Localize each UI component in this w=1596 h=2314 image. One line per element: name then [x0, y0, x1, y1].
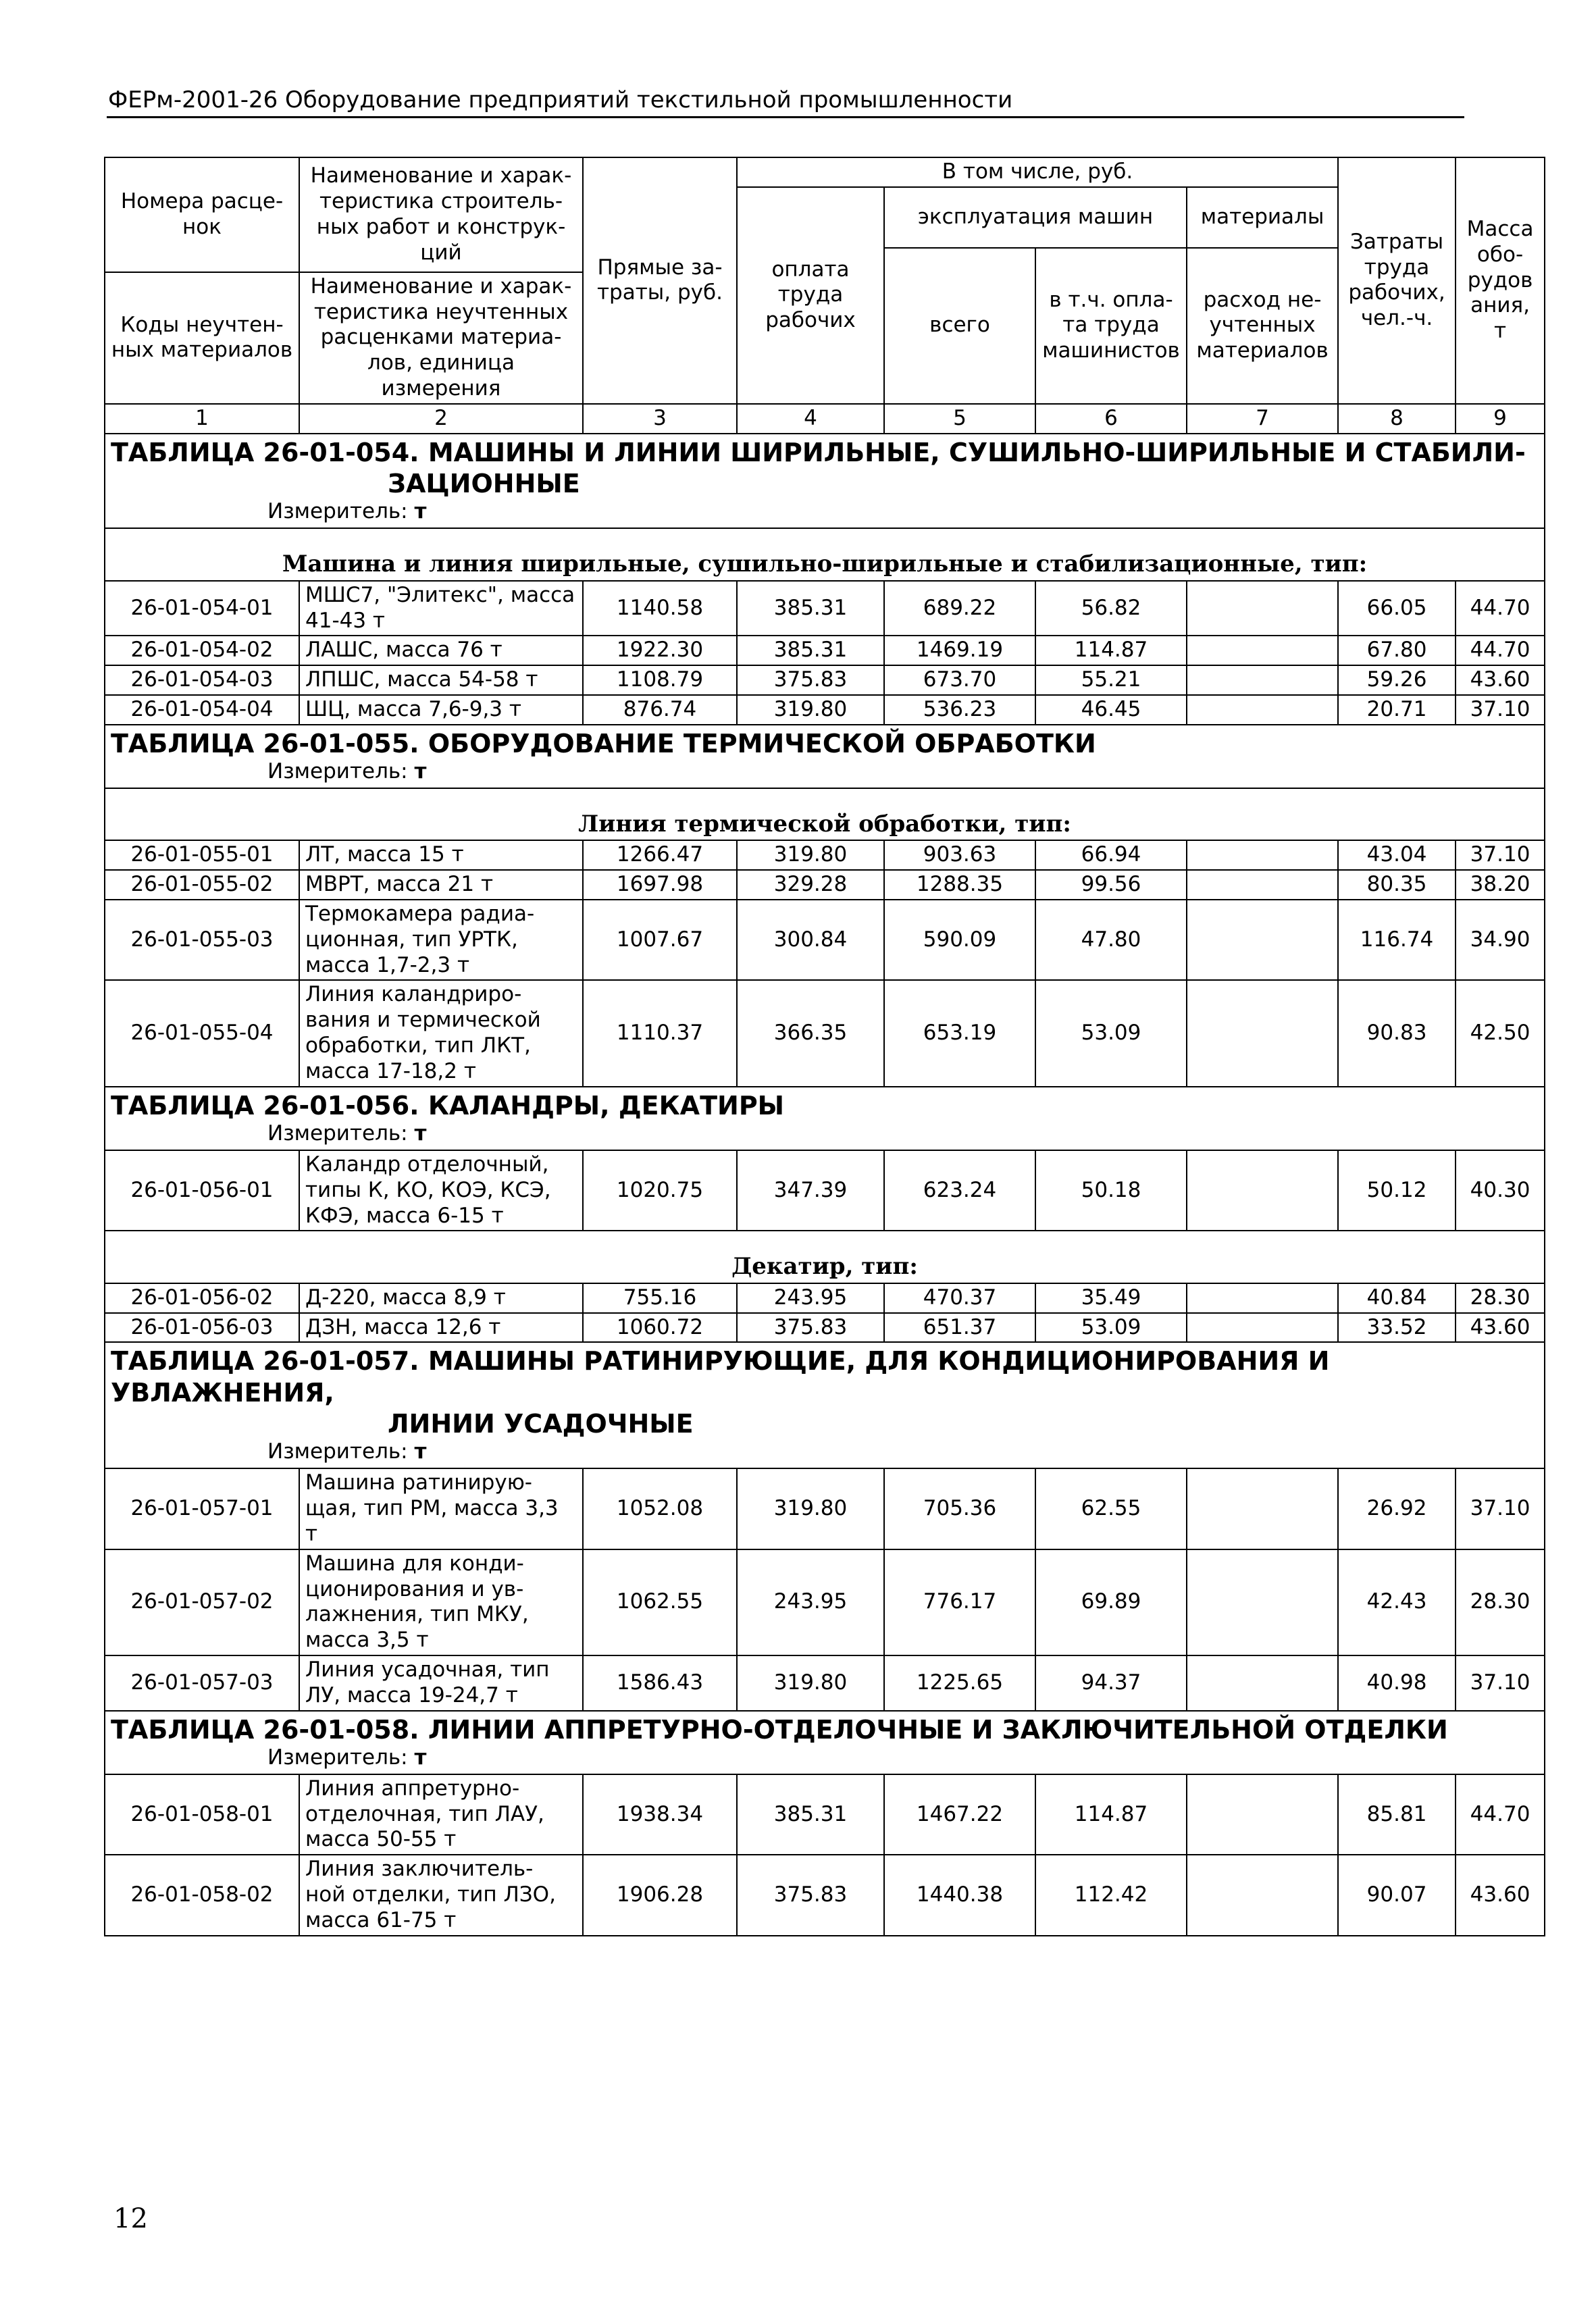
- machinist-labor: 55.21: [1035, 665, 1187, 695]
- machine-op-header: эксплуатация машин: [884, 187, 1187, 248]
- labor-pay: 385.31: [737, 1774, 884, 1855]
- work-name: Д-220, масса 8,9 т: [299, 1283, 583, 1313]
- table-row: [105, 1655, 1545, 1711]
- col2-top-header: Наименование и харак- теристика строитель- ных работ и конструк- ций: [299, 157, 583, 272]
- table-title: [105, 1342, 1545, 1439]
- labor-pay: 243.95: [737, 1283, 884, 1313]
- table-title: [105, 1087, 1545, 1121]
- direct-costs: 1108.79: [583, 665, 737, 695]
- machinist-labor: 53.09: [1035, 980, 1187, 1086]
- work-name: ШЦ, масса 7,6-9,3 т: [299, 695, 583, 725]
- table-title: [105, 1711, 1545, 1745]
- table-row: [105, 1283, 1545, 1313]
- materials-cost: [1187, 636, 1338, 665]
- labor-hours: 59.26: [1338, 665, 1456, 695]
- col1-bottom-header: Коды неучтен- ных материалов: [105, 272, 299, 404]
- machinist-labor: 66.94: [1035, 840, 1187, 870]
- measure-label: Измеритель:: [267, 759, 408, 784]
- equipment-mass: 44.70: [1456, 1774, 1545, 1855]
- equipment-mass: 37.10: [1456, 1468, 1545, 1549]
- direct-costs: 755.16: [583, 1283, 737, 1313]
- work-name: Линия каландриро- вания и термической обработки, тип ЛКТ, масса 17-18,2 т: [299, 980, 583, 1086]
- table-row: [105, 870, 1545, 900]
- work-name: Термокамера радиа- ционная, тип УРТК, масса 1,7-2,3 т: [299, 900, 583, 980]
- rate-code: 26-01-057-01: [105, 1468, 299, 1549]
- machinist-labor: 114.87: [1035, 1774, 1187, 1855]
- col1-top-header: Номера расце- нок: [105, 157, 299, 272]
- equipment-mass: 44.70: [1456, 581, 1545, 636]
- labor-hours: 90.83: [1338, 980, 1456, 1086]
- col9-header: Масса обо- рудов ания, т: [1456, 157, 1545, 404]
- measure-line: [105, 499, 1545, 528]
- materials-cost: [1187, 1655, 1338, 1711]
- machine-operation: 623.24: [884, 1150, 1035, 1231]
- labor-pay: 385.31: [737, 636, 884, 665]
- materials-cost: [1187, 870, 1338, 900]
- machine-operation: 673.70: [884, 665, 1035, 695]
- col-index-4: 4: [737, 404, 884, 434]
- group-spacer: [105, 528, 1545, 549]
- labor-pay: 319.80: [737, 1468, 884, 1549]
- materials-cost: [1187, 1150, 1338, 1231]
- labor-hours: 90.07: [1338, 1855, 1456, 1935]
- equipment-mass: 43.60: [1456, 1855, 1545, 1935]
- col2-bottom-header: Наименование и харак- теристика неучтенных расценками материа- лов, единица измерения: [299, 272, 583, 404]
- col6-header: в т.ч. опла- та труда машинистов: [1035, 248, 1187, 404]
- labor-hours: 42.43: [1338, 1549, 1456, 1655]
- rate-code: 26-01-054-03: [105, 665, 299, 695]
- rate-code: 26-01-054-04: [105, 695, 299, 725]
- labor-pay: 319.80: [737, 695, 884, 725]
- direct-costs: 1938.34: [583, 1774, 737, 1855]
- work-name: ДЗН, масса 12,6 т: [299, 1313, 583, 1343]
- equipment-mass: 42.50: [1456, 980, 1545, 1086]
- machinist-labor: 56.82: [1035, 581, 1187, 636]
- labor-pay: 366.35: [737, 980, 884, 1086]
- labor-pay: 300.84: [737, 900, 884, 980]
- materials-cost: [1187, 695, 1338, 725]
- incl-rub-header: В том числе, руб.: [737, 157, 1338, 187]
- table-row: [105, 581, 1545, 636]
- machine-operation: 1469.19: [884, 636, 1035, 665]
- rate-code: 26-01-055-03: [105, 900, 299, 980]
- machine-operation: 689.22: [884, 581, 1035, 636]
- labor-hours: 33.52: [1338, 1313, 1456, 1343]
- equipment-mass: 37.10: [1456, 840, 1545, 870]
- table-title: [105, 725, 1545, 759]
- table-row: [105, 980, 1545, 1086]
- group-spacer: [105, 788, 1545, 809]
- materials-cost: [1187, 1468, 1338, 1549]
- machine-operation: 903.63: [884, 840, 1035, 870]
- rate-code: 26-01-054-01: [105, 581, 299, 636]
- measure-line: [105, 1121, 1545, 1150]
- table-row: [105, 900, 1545, 980]
- direct-costs: 1266.47: [583, 840, 737, 870]
- rate-code: 26-01-057-03: [105, 1655, 299, 1711]
- labor-pay: 375.83: [737, 1313, 884, 1343]
- rate-code: 26-01-055-04: [105, 980, 299, 1086]
- machinist-labor: 47.80: [1035, 900, 1187, 980]
- rate-code: 26-01-054-02: [105, 636, 299, 665]
- equipment-mass: 43.60: [1456, 665, 1545, 695]
- work-name: Машина для конди- ционирования и ув- лажнения, тип МКУ, масса 3,5 т: [299, 1549, 583, 1655]
- rate-code: 26-01-055-02: [105, 870, 299, 900]
- table-title-continuation: ЗАЦИОННЫЕ: [388, 469, 580, 499]
- labor-hours: 40.84: [1338, 1283, 1456, 1313]
- table-title: [105, 434, 1545, 500]
- group-heading: Декатир, тип:: [105, 1252, 1545, 1283]
- group-spacer: [105, 1231, 1545, 1252]
- header-rule: [107, 116, 1464, 118]
- machinist-labor: 94.37: [1035, 1655, 1187, 1711]
- materials-cost: [1187, 581, 1338, 636]
- materials-cost: [1187, 1313, 1338, 1343]
- labor-hours: 20.71: [1338, 695, 1456, 725]
- work-name: Каландр отделочный, типы К, КО, КОЭ, КСЭ, КФЭ, масса 6-15 т: [299, 1150, 583, 1231]
- direct-costs: 1697.98: [583, 870, 737, 900]
- work-name: Линия аппретурно- отделочная, тип ЛАУ, масса 50-55 т: [299, 1774, 583, 1855]
- machinist-labor: 114.87: [1035, 636, 1187, 665]
- direct-costs: 1922.30: [583, 636, 737, 665]
- rate-code: 26-01-055-01: [105, 840, 299, 870]
- rate-code: 26-01-056-01: [105, 1150, 299, 1231]
- materials-header: материалы: [1187, 187, 1338, 248]
- rate-code: 26-01-058-01: [105, 1774, 299, 1855]
- col-index-6: 6: [1035, 404, 1187, 434]
- page-number: 12: [113, 2203, 148, 2234]
- work-name: ЛТ, масса 15 т: [299, 840, 583, 870]
- work-name: ЛПШС, масса 54-58 т: [299, 665, 583, 695]
- direct-costs: 1060.72: [583, 1313, 737, 1343]
- rate-code: 26-01-057-02: [105, 1549, 299, 1655]
- rates-table: [104, 157, 1545, 1936]
- measure-line: [105, 759, 1545, 788]
- table-row: [105, 636, 1545, 665]
- direct-costs: 1586.43: [583, 1655, 737, 1711]
- equipment-mass: 38.20: [1456, 870, 1545, 900]
- measure-line: [105, 1439, 1545, 1468]
- labor-hours: 50.12: [1338, 1150, 1456, 1231]
- table-title-continuation: ЛИНИИ УСАДОЧНЫЕ: [388, 1409, 694, 1439]
- table-row: [105, 1468, 1545, 1549]
- table-row: [105, 840, 1545, 870]
- table-row: [105, 695, 1545, 725]
- labor-hours: 80.35: [1338, 870, 1456, 900]
- materials-cost: [1187, 900, 1338, 980]
- materials-cost: [1187, 1549, 1338, 1655]
- labor-pay: 375.83: [737, 1855, 884, 1935]
- machine-operation: 536.23: [884, 695, 1035, 725]
- labor-hours: 66.05: [1338, 581, 1456, 636]
- col-index-2: 2: [299, 404, 583, 434]
- measure-line: [105, 1745, 1545, 1774]
- table-title-text: ТАБЛИЦА 26-01-057. МАШИНЫ РАТИНИРУЮЩИЕ, ДЛЯ КОНДИЦИОНИРОВАНИЯ И УВЛАЖНЕНИЯ,: [111, 1346, 1330, 1408]
- direct-costs: 1007.67: [583, 900, 737, 980]
- machine-operation: 590.09: [884, 900, 1035, 980]
- direct-costs: 876.74: [583, 695, 737, 725]
- measure-unit: т: [414, 759, 427, 784]
- machinist-labor: 62.55: [1035, 1468, 1187, 1549]
- work-name: Линия заключитель- ной отделки, тип ЛЗО, масса 61-75 т: [299, 1855, 583, 1935]
- col8-header: Затраты труда рабочих, чел.-ч.: [1338, 157, 1456, 404]
- measure-unit: т: [414, 499, 427, 524]
- labor-pay: 243.95: [737, 1549, 884, 1655]
- machine-operation: 1467.22: [884, 1774, 1035, 1855]
- labor-pay: 319.80: [737, 1655, 884, 1711]
- machine-operation: 653.19: [884, 980, 1035, 1086]
- machinist-labor: 35.49: [1035, 1283, 1187, 1313]
- direct-costs: 1140.58: [583, 581, 737, 636]
- materials-cost: [1187, 1774, 1338, 1855]
- col-index-9: 9: [1456, 404, 1545, 434]
- table-row: [105, 665, 1545, 695]
- direct-costs: 1110.37: [583, 980, 737, 1086]
- direct-costs: 1020.75: [583, 1150, 737, 1231]
- equipment-mass: 37.10: [1456, 695, 1545, 725]
- equipment-mass: 34.90: [1456, 900, 1545, 980]
- labor-hours: 40.98: [1338, 1655, 1456, 1711]
- machinist-labor: 99.56: [1035, 870, 1187, 900]
- machinist-labor: 46.45: [1035, 695, 1187, 725]
- labor-hours: 85.81: [1338, 1774, 1456, 1855]
- equipment-mass: 37.10: [1456, 1655, 1545, 1711]
- labor-hours: 43.04: [1338, 840, 1456, 870]
- machinist-labor: 50.18: [1035, 1150, 1187, 1231]
- machine-operation: 776.17: [884, 1549, 1035, 1655]
- rate-code: 26-01-056-03: [105, 1313, 299, 1343]
- measure-label: Измеритель:: [267, 1121, 408, 1146]
- work-name: Линия усадочная, тип ЛУ, масса 19-24,7 т: [299, 1655, 583, 1711]
- work-name: Машина ратинирую- щая, тип РМ, масса 3,3 т: [299, 1468, 583, 1549]
- rate-code: 26-01-058-02: [105, 1855, 299, 1935]
- table-row: [105, 1313, 1545, 1343]
- work-name: МШС7, "Элитекс", масса 41-43 т: [299, 581, 583, 636]
- equipment-mass: 43.60: [1456, 1313, 1545, 1343]
- equipment-mass: 28.30: [1456, 1549, 1545, 1655]
- direct-costs: 1906.28: [583, 1855, 737, 1935]
- table-row: [105, 1549, 1545, 1655]
- direct-costs: 1052.08: [583, 1468, 737, 1549]
- table-row: [105, 1774, 1545, 1855]
- group-heading: Линия термической обработки, тип:: [105, 809, 1545, 840]
- table-title-text: ТАБЛИЦА 26-01-055. ОБОРУДОВАНИЕ ТЕРМИЧЕСКОЙ ОБРАБОТКИ: [111, 728, 1096, 759]
- materials-cost: [1187, 840, 1338, 870]
- col3-header: Прямые за- траты, руб.: [583, 157, 737, 404]
- labor-pay: 319.80: [737, 840, 884, 870]
- equipment-mass: 44.70: [1456, 636, 1545, 665]
- table-title-text: ТАБЛИЦА 26-01-056. КАЛАНДРЫ, ДЕКАТИРЫ: [111, 1090, 785, 1121]
- materials-cost: [1187, 980, 1338, 1086]
- labor-hours: 67.80: [1338, 636, 1456, 665]
- col-index-7: 7: [1187, 404, 1338, 434]
- labor-pay: 385.31: [737, 581, 884, 636]
- materials-cost: [1187, 1855, 1338, 1935]
- machine-operation: 651.37: [884, 1313, 1035, 1343]
- labor-pay: 375.83: [737, 665, 884, 695]
- col4-header: оплата труда рабочих: [737, 187, 884, 404]
- measure-unit: т: [414, 1121, 427, 1146]
- materials-cost: [1187, 665, 1338, 695]
- machine-operation: 1440.38: [884, 1855, 1035, 1935]
- col-index-5: 5: [884, 404, 1035, 434]
- machinist-labor: 112.42: [1035, 1855, 1187, 1935]
- machinist-labor: 69.89: [1035, 1549, 1187, 1655]
- col5-header: всего: [884, 248, 1035, 404]
- measure-label: Измеритель:: [267, 1439, 408, 1464]
- machine-operation: 1288.35: [884, 870, 1035, 900]
- machinist-labor: 53.09: [1035, 1313, 1187, 1343]
- col7-header: расход не- учтенных материалов: [1187, 248, 1338, 404]
- labor-pay: 329.28: [737, 870, 884, 900]
- equipment-mass: 40.30: [1456, 1150, 1545, 1231]
- col-index-8: 8: [1338, 404, 1456, 434]
- running-header: ФЕРм-2001-26 Оборудование предприятий текстильной промышленности: [108, 86, 1013, 113]
- direct-costs: 1062.55: [583, 1549, 737, 1655]
- materials-cost: [1187, 1283, 1338, 1313]
- machine-operation: 470.37: [884, 1283, 1035, 1313]
- col-index-1: 1: [105, 404, 299, 434]
- table-row: [105, 1855, 1545, 1935]
- work-name: МВРТ, масса 21 т: [299, 870, 583, 900]
- labor-hours: 26.92: [1338, 1468, 1456, 1549]
- equipment-mass: 28.30: [1456, 1283, 1545, 1313]
- measure-label: Измеритель:: [267, 499, 408, 524]
- rate-code: 26-01-056-02: [105, 1283, 299, 1313]
- measure-label: Измеритель:: [267, 1745, 408, 1770]
- labor-pay: 347.39: [737, 1150, 884, 1231]
- machine-operation: 705.36: [884, 1468, 1035, 1549]
- measure-unit: т: [414, 1439, 427, 1464]
- work-name: ЛАШС, масса 76 т: [299, 636, 583, 665]
- col-index-3: 3: [583, 404, 737, 434]
- table-title-text: ТАБЛИЦА 26-01-058. ЛИНИИ АППРЕТУРНО-ОТДЕЛОЧНЫЕ И ЗАКЛЮЧИТЕЛЬНОЙ ОТДЕЛКИ: [111, 1714, 1448, 1745]
- machine-operation: 1225.65: [884, 1655, 1035, 1711]
- table-row: [105, 1150, 1545, 1231]
- labor-hours: 116.74: [1338, 900, 1456, 980]
- table-title-text: ТАБЛИЦА 26-01-054. МАШИНЫ И ЛИНИИ ШИРИЛЬНЫЕ, СУШИЛЬНО-ШИРИЛЬНЫЕ И СТАБИЛИ-: [111, 437, 1526, 467]
- measure-unit: т: [414, 1745, 427, 1770]
- group-heading: Машина и линия ширильные, сушильно-ширильные и стабилизационные, тип:: [105, 549, 1545, 580]
